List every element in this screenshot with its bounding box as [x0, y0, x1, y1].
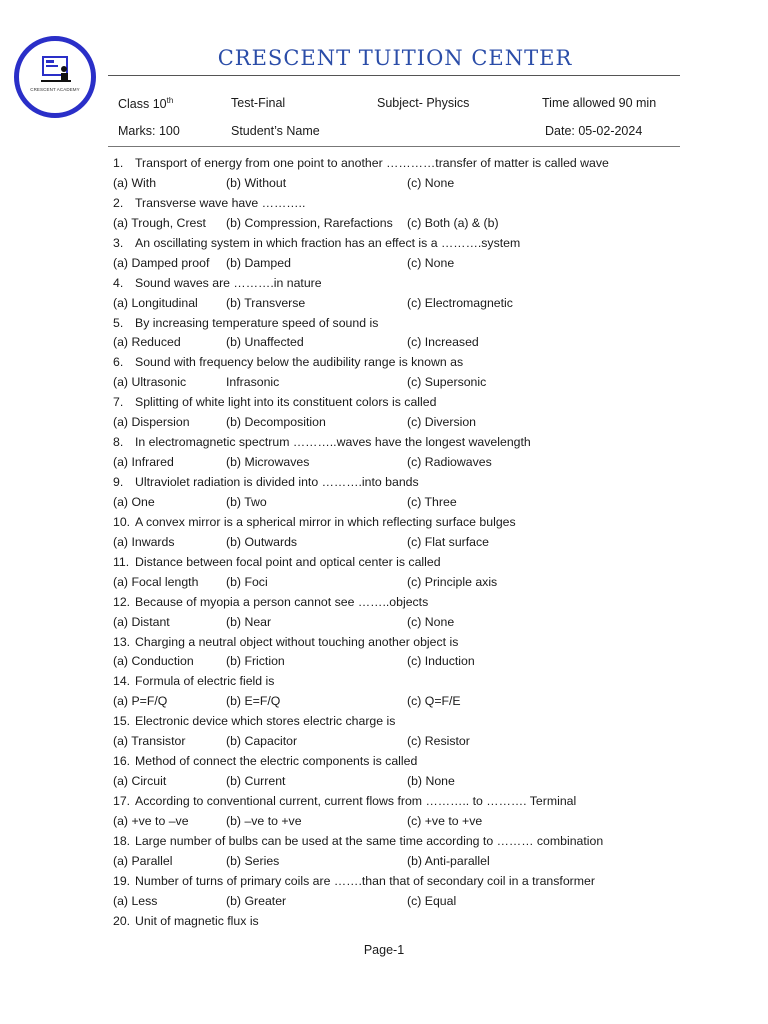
question-text: Ultraviolet radiation is divided into ……….into bands [135, 475, 419, 489]
option-b: (b) Series [226, 853, 280, 868]
question-number: 13. [113, 634, 131, 649]
question-number: 16. [113, 754, 131, 769]
option-b: (b) Transverse [226, 295, 306, 310]
options-row [113, 613, 753, 633]
options-row [113, 373, 753, 393]
options-row [113, 772, 753, 792]
option-c: (b) None [407, 774, 455, 789]
question-text: By increasing temperature speed of sound is [135, 315, 379, 330]
question-text: Number of turns of primary coils are …….than that of secondary coil in a transformer [135, 873, 595, 888]
option-b: (b) E=F/Q [226, 694, 281, 709]
question-number: 19. [113, 873, 131, 888]
question-number: 10. [113, 514, 131, 529]
question-text: Distance between focal point and optical center is called [135, 554, 441, 569]
option-b: (b) Greater [226, 893, 287, 908]
question-text: Sound waves are ……….in nature [135, 275, 322, 290]
question-text: Method of connect the electric components is called [135, 754, 418, 769]
question-item [113, 553, 753, 573]
question-number: 1. [113, 156, 124, 170]
class-label: Class 10th [118, 96, 174, 112]
question-item [113, 712, 753, 732]
question-number: 17. [113, 794, 131, 808]
question-text: Electronic device which stores electric charge is [135, 714, 396, 729]
option-a: (a) Circuit [113, 774, 167, 789]
question-number: 14. [113, 674, 131, 689]
question-number: 18. [113, 833, 131, 848]
test-label: Test-Final [231, 96, 286, 110]
info-divider [108, 146, 680, 147]
question-item [113, 872, 753, 892]
question-item [113, 792, 753, 812]
option-c: (c) Diversion [407, 415, 477, 430]
question-item [113, 513, 753, 533]
option-b: (b) Outwards [226, 534, 298, 549]
question-item [113, 433, 753, 453]
question-item [113, 194, 753, 214]
option-b: (b) Compression, Rarefactions [226, 215, 393, 230]
option-c: (c) Increased [407, 335, 479, 350]
options-row [113, 214, 753, 234]
teacher-board-icon [37, 55, 73, 85]
options-row [113, 453, 753, 473]
question-text: Unit of magnetic flux is [135, 913, 259, 928]
option-c: (c) Induction [407, 654, 475, 669]
option-a: (a) Damped proof [113, 255, 210, 270]
option-b: (b) Microwaves [226, 455, 310, 470]
question-item [113, 912, 753, 932]
question-number: 12. [113, 594, 131, 609]
option-c: (c) Three [407, 494, 457, 509]
question-number: 3. [113, 235, 124, 250]
option-b: (b) –ve to +ve [226, 813, 302, 828]
option-c: (c) Radiowaves [407, 455, 492, 470]
question-text: In electromagnetic spectrum ………..waves have the longest wavelength [135, 435, 531, 450]
question-item [113, 633, 753, 653]
option-b: Infrasonic [226, 375, 280, 390]
question-number: 8. [113, 435, 124, 450]
question-number: 2. [113, 195, 124, 210]
option-a: (a) Less [113, 893, 158, 908]
question-item [113, 154, 753, 174]
options-row [113, 812, 753, 832]
question-item [113, 353, 753, 373]
question-text: According to conventional current, current flows from ……….. to ………. Terminal [135, 794, 577, 808]
options-row [113, 294, 753, 314]
option-a: (a) Distant [113, 614, 170, 629]
question-number: 4. [113, 275, 124, 290]
header-divider [108, 75, 680, 76]
options-row [113, 692, 753, 712]
option-c: (c) Equal [407, 893, 457, 908]
question-number: 20. [113, 913, 131, 928]
option-b: (b) Unaffected [226, 335, 304, 350]
question-number: 6. [113, 355, 124, 370]
school-logo [14, 36, 96, 118]
option-b: (b) Friction [226, 654, 285, 669]
question-item [113, 234, 753, 254]
question-number: 9. [113, 475, 124, 489]
option-a: (a) Reduced [113, 335, 181, 350]
subject-label: Subject- Physics [377, 96, 470, 110]
option-c: (c) Supersonic [407, 375, 487, 390]
option-a: (a) Conduction [113, 654, 194, 669]
page-number: Page-1 [363, 943, 405, 957]
question-item [113, 832, 753, 852]
question-text: An oscillating system in which fraction has an effect is a ……….system [135, 235, 521, 250]
student-name-label: Student’s Name [231, 124, 320, 138]
options-row [113, 333, 753, 353]
option-a: (a) Inwards [113, 534, 175, 549]
question-text: Charging a neutral object without touching another object is [135, 634, 459, 649]
question-text: Sound with frequency below the audibility range is known as [135, 355, 464, 370]
option-a: (a) P=F/Q [113, 694, 168, 709]
question-item [113, 314, 753, 334]
option-c: (c) Q=F/E [407, 694, 461, 709]
options-row [113, 732, 753, 752]
option-b: (b) Current [226, 774, 286, 789]
option-b: (b) Capacitor [226, 734, 298, 749]
question-text: Large number of bulbs can be used at the same time according to ……… combination [135, 833, 604, 848]
options-row [113, 413, 753, 433]
question-text: Because of myopia a person cannot see ……..objects [135, 594, 429, 609]
question-item [113, 473, 753, 493]
options-row [113, 174, 753, 194]
options-row [113, 533, 753, 553]
option-b: (b) Damped [226, 255, 291, 270]
logo-text: CRESCENT ACADEMY [30, 87, 80, 92]
marks-label: Marks: 100 [118, 124, 180, 138]
options-row [113, 573, 753, 593]
options-row [113, 254, 753, 274]
option-c: (c) Electromagnetic [407, 295, 513, 310]
option-a: (a) Dispersion [113, 415, 190, 430]
option-c: (b) Anti-parallel [407, 853, 490, 868]
option-c: (c) Principle axis [407, 574, 498, 589]
options-row [113, 652, 753, 672]
option-a: (a) +ve to –ve [113, 813, 189, 828]
question-text: Transverse wave have ……….. [135, 195, 306, 210]
question-text: A convex mirror is a spherical mirror in which reflecting surface bulges [135, 514, 516, 529]
question-text: Splitting of white light into its constituent colors is called [135, 395, 437, 410]
option-a: (a) Transistor [113, 734, 186, 749]
question-text: Formula of electric field is [135, 674, 275, 689]
time-allowed: Time allowed 90 min [542, 96, 657, 110]
option-a: (a) With [113, 175, 157, 190]
option-c: (c) Flat surface [407, 534, 489, 549]
option-b: (b) Two [226, 494, 267, 509]
question-item [113, 393, 753, 413]
option-a: (a) Infrared [113, 455, 174, 470]
question-text: Transport of energy from one point to another …………transfer of matter is called wave [135, 156, 609, 170]
option-b: (b) Near [226, 614, 272, 629]
option-b: (b) Foci [226, 574, 268, 589]
option-b: (b) Decomposition [226, 415, 326, 430]
option-c: (c) +ve to +ve [407, 813, 483, 828]
option-c: (c) Resistor [407, 734, 470, 749]
date-label: Date: 05-02-2024 [545, 124, 643, 138]
option-a: (a) Longitudinal [113, 295, 198, 310]
option-a: (a) Ultrasonic [113, 375, 187, 390]
option-a: (a) Parallel [113, 853, 173, 868]
option-c: (c) None [407, 614, 455, 629]
options-row [113, 852, 753, 872]
option-a: (a) One [113, 494, 155, 509]
option-b: (b) Without [226, 175, 287, 190]
question-number: 11. [113, 554, 130, 569]
question-number: 5. [113, 315, 124, 330]
option-a: (a) Focal length [113, 574, 199, 589]
option-a: (a) Trough, Crest [113, 215, 206, 230]
question-number: 7. [113, 395, 124, 410]
option-c: (c) None [407, 175, 455, 190]
options-row [113, 892, 753, 912]
options-row [113, 493, 753, 513]
question-number: 15. [113, 714, 131, 729]
question-item [113, 593, 753, 613]
question-item [113, 752, 753, 772]
page-title: CRESCENT TUITION CENTER [217, 46, 573, 70]
option-c: (c) Both (a) & (b) [407, 215, 499, 230]
question-item [113, 274, 753, 294]
option-c: (c) None [407, 255, 455, 270]
question-list [113, 154, 753, 932]
question-item [113, 672, 753, 692]
